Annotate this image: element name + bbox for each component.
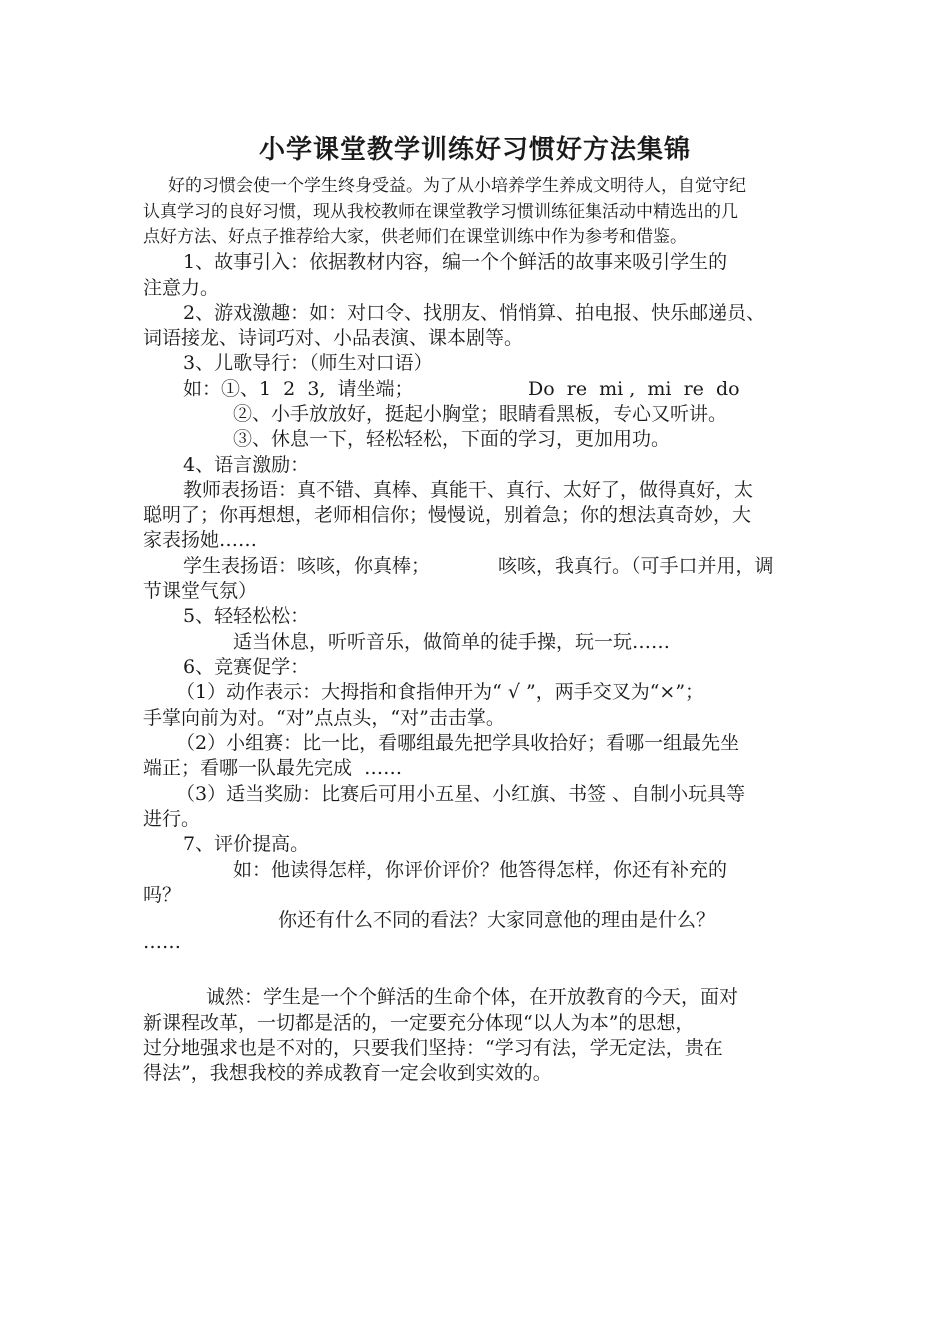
- teacher-praise-line: 教师表扬语：真不错、真棒、真能干、真行、太好了，做得真好，太: [183, 479, 754, 501]
- evaluation-question-1: 如：他读得怎样，你评价评价？他答得怎样，你还有补充的: [233, 859, 728, 881]
- contest-item-3: （3）适当奖励：比赛后可用小五星、小红旗、书签 、自制小玩具等: [176, 783, 746, 805]
- conclusion-line: 过分地强求也是不对的，只要我们坚持：“学习有法，学无定法，贵在: [143, 1037, 723, 1059]
- intro-line: 认真学习的良好习惯，现从我校教师在课堂教学习惯训练征集活动中精选出的几: [143, 202, 738, 222]
- section-5-body: 适当休息，听听音乐，做简单的徒手操，玩一玩……: [233, 631, 671, 653]
- student-praise-c: 节课堂气氛）: [143, 580, 258, 602]
- section-4-heading: 4、语言激励：: [183, 454, 310, 476]
- contest-item-2: （2）小组赛：比一比，看哪组最先把学具收拾好；看哪一组最先坐: [176, 732, 740, 754]
- contest-item-1: （1）动作表示：大拇指和食指伸开为“ √ ”，两手交叉为“×”；: [176, 681, 705, 703]
- rhyme-example-1b: Do re mi , mi re do: [528, 378, 740, 400]
- conclusion-line: 得法”，我想我校的养成教育一定会收到实效的。: [143, 1062, 552, 1084]
- evaluation-question-1: 吗？: [143, 884, 182, 906]
- section-7-heading: 7、评价提高。: [183, 833, 310, 855]
- rhyme-example-1a: 如：①、1 2 3, 请坐端；: [183, 378, 414, 400]
- contest-item-1: 手掌向前为对。“对”点点头，“对”击击掌。: [143, 707, 505, 729]
- document-title: 小学课堂教学训练好习惯好方法集锦: [258, 135, 691, 165]
- section-1-line: 注意力。: [143, 277, 220, 299]
- intro-line: 点好方法、好点子推荐给大家，供老师们在课堂训练中作为参考和借鉴。: [143, 227, 687, 247]
- contest-item-2: 端正；看哪一队最先完成 ……: [143, 757, 403, 779]
- section-5-heading: 5、轻轻松松：: [183, 605, 310, 627]
- intro-line: 好的习惯会使一个学生终身受益。为了从小培养学生养成文明待人，自觉守纪: [168, 176, 746, 196]
- teacher-praise-line: 家表扬她……: [143, 529, 258, 551]
- section-2-line: 词语接龙、诗词巧对、小品表演、课本剧等。: [143, 327, 524, 349]
- conclusion-line: 诚然：学生是一个个鲜活的生命个体，在开放教育的今天，面对: [206, 986, 739, 1008]
- rhyme-example-2: ②、小手放放好，挺起小胸堂；眼睛看黑板，专心又听讲。: [233, 403, 728, 425]
- student-praise-b: 咳咳，我真行。（可手口并用，调: [498, 555, 774, 577]
- section-2-line: 2、游戏激趣：如：对口令、找朋友、悄悄算、拍电报、快乐邮递员、: [183, 302, 766, 324]
- evaluation-question-2: ……: [143, 931, 181, 953]
- teacher-praise-line: 聪明了；你再想想，老师相信你；慢慢说，别着急；你的想法真奇妙，大: [143, 504, 752, 526]
- evaluation-question-2: 你还有什么不同的看法？大家同意他的理由是什么？: [278, 909, 716, 931]
- conclusion-line: 新课程改革，一切都是活的，一定要充分体现“以人为本”的思想，: [143, 1012, 695, 1034]
- section-1-line: 1、故事引入：依据教材内容，编一个个鲜活的故事来吸引学生的: [183, 251, 728, 273]
- section-6-heading: 6、竞赛促学：: [183, 656, 310, 678]
- contest-item-3: 进行。: [143, 808, 201, 830]
- section-3-heading: 3、儿歌导行：（师生对口语）: [183, 352, 433, 374]
- rhyme-example-3: ③、休息一下，轻松轻松，下面的学习，更加用功。: [233, 428, 671, 450]
- student-praise-a: 学生表扬语：咳咳，你真棒；: [183, 555, 431, 577]
